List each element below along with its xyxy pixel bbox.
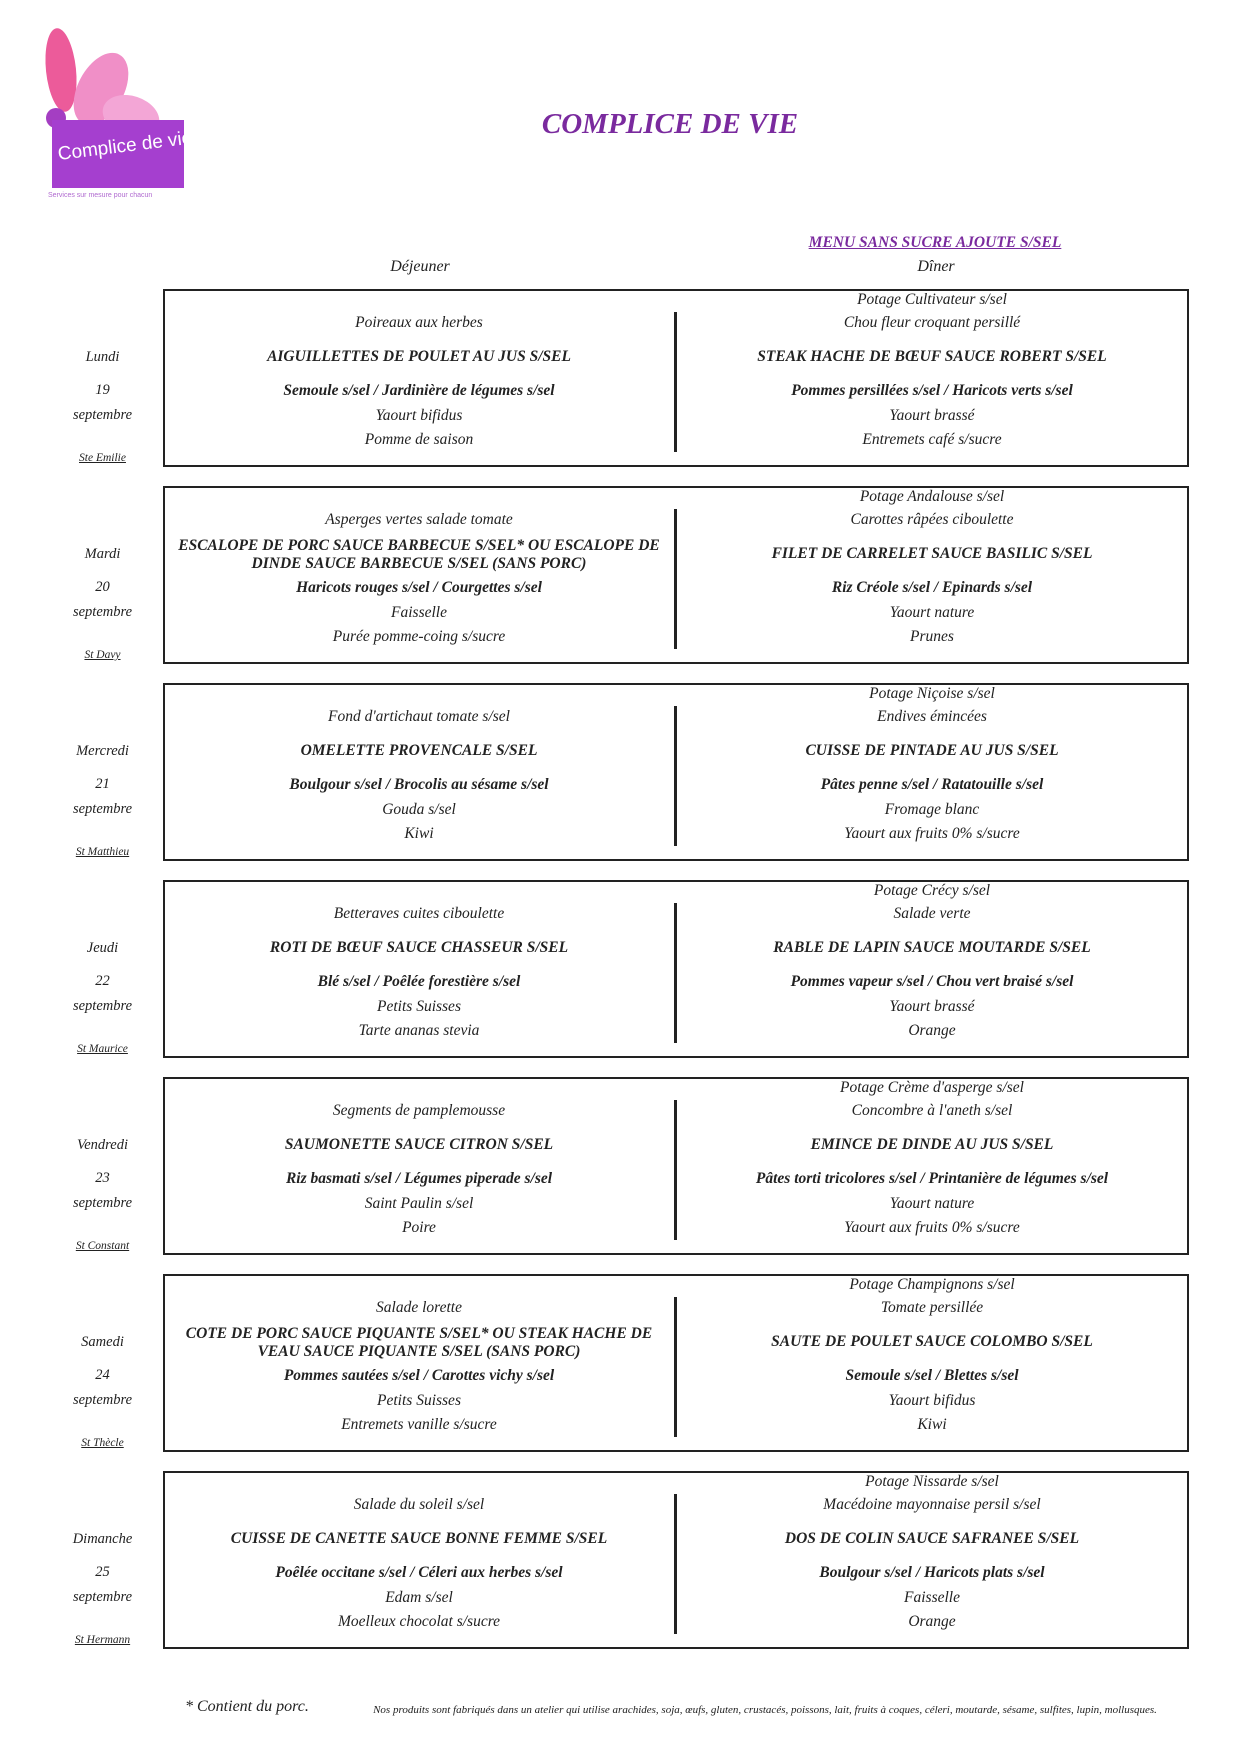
logo-name: Complice de vie — [56, 127, 194, 165]
dinner-soup: Potage Champignons s/sel — [849, 1276, 1015, 1293]
lunch-sides: Semoule s/sel / Jardinière de légumes s/sel — [283, 382, 555, 399]
dinner-sides: Pâtes torti tricolores s/sel / Printanière de légumes s/sel — [755, 1170, 1109, 1187]
lunch-dessert: Entremets vanille s/sucre — [341, 1416, 497, 1433]
column-divider — [674, 509, 677, 649]
dinner-dessert: Kiwi — [917, 1416, 947, 1433]
dinner-dairy: Yaourt nature — [889, 1195, 975, 1212]
lunch-sides: Boulgour s/sel / Brocolis au sésame s/sel — [289, 776, 549, 793]
column-divider — [674, 903, 677, 1043]
day-month: septembre — [72, 604, 133, 620]
lunch-starter: Betteraves cuites ciboulette — [333, 905, 505, 922]
lunch-dessert: Poire — [402, 1219, 436, 1236]
lunch-dessert: Pomme de saison — [364, 431, 474, 448]
lunch-starter: Salade du soleil s/sel — [353, 1496, 485, 1513]
lunch-main: CUISSE DE CANETTE SAUCE BONNE FEMME S/SEL — [230, 1530, 608, 1547]
dinner-soup: Potage Cultivateur s/sel — [857, 291, 1007, 308]
column-divider — [674, 706, 677, 846]
dinner-sides: Pommes persillées s/sel / Haricots verts s/sel — [791, 382, 1073, 399]
lunch-column-heading: Déjeuner — [390, 258, 450, 275]
day-month: septembre — [72, 407, 133, 423]
day-name: Mardi — [84, 546, 121, 562]
dinner-dessert: Yaourt aux fruits 0% s/sucre — [844, 1219, 1020, 1236]
lunch-starter: Poireaux aux herbes — [355, 314, 483, 331]
dinner-sides: Pommes vapeur s/sel / Chou vert braisé s/sel — [790, 973, 1074, 990]
dinner-soup: Potage Nissarde s/sel — [865, 1473, 999, 1490]
dinner-soup: Potage Crème d'asperge s/sel — [840, 1079, 1024, 1096]
lunch-dessert: Kiwi — [404, 825, 434, 842]
lunch-dairy: Saint Paulin s/sel — [364, 1195, 474, 1212]
dinner-sides: Semoule s/sel / Blettes s/sel — [845, 1367, 1019, 1384]
dinner-sides: Riz Créole s/sel / Epinards s/sel — [831, 579, 1033, 596]
day-number: 25 — [95, 1564, 110, 1580]
day-block — [0, 1077, 1240, 1276]
dinner-main: DOS DE COLIN SAUCE SAFRANEE S/SEL — [784, 1530, 1080, 1547]
lunch-dairy: Edam s/sel — [385, 1589, 453, 1606]
saint-of-day: St Thècle — [81, 1437, 124, 1449]
dinner-dessert: Entremets café s/sucre — [862, 431, 1002, 448]
lunch-main: OMELETTE PROVENCALE S/SEL — [300, 742, 538, 759]
dinner-main: SAUTE DE POULET SAUCE COLOMBO S/SEL — [771, 1333, 1093, 1350]
lunch-starter: Asperges vertes salade tomate — [325, 511, 513, 528]
lunch-sides: Riz basmati s/sel / Légumes piperade s/sel — [285, 1170, 553, 1187]
logo-tagline: Services sur mesure pour chacun — [48, 192, 153, 199]
lunch-sides: Pommes sautées s/sel / Carottes vichy s/sel — [283, 1367, 555, 1384]
day-name: Samedi — [81, 1334, 124, 1350]
day-name: Mercredi — [76, 743, 129, 759]
dinner-dessert: Yaourt aux fruits 0% s/sucre — [844, 825, 1020, 842]
lunch-main: SAUMONETTE SAUCE CITRON S/SEL — [284, 1136, 554, 1153]
day-month: septembre — [72, 801, 133, 817]
dinner-dairy: Yaourt brassé — [889, 998, 975, 1015]
page-title: COMPLICE DE VIE — [541, 108, 799, 140]
lunch-dairy: Petits Suisses — [377, 1392, 461, 1409]
allergen-notice: Nos produits sont fabriqués dans un atelier qui utilise arachides, soja, œufs, gluten, crustacés, poissons, lait, fruits à coques, céleri, moutarde, sésame, sulfites, lupin, mollusques. — [373, 1704, 1157, 1716]
dinner-soup: Potage Andalouse s/sel — [859, 488, 1005, 505]
dinner-dessert: Orange — [908, 1022, 956, 1039]
brand-logo — [40, 24, 194, 204]
dinner-dessert: Prunes — [910, 628, 954, 645]
lunch-dessert: Moelleux chocolat s/sucre — [337, 1613, 501, 1630]
day-number: 24 — [95, 1367, 110, 1383]
day-number: 19 — [95, 382, 110, 398]
dinner-starter: Concombre à l'aneth s/sel — [851, 1102, 1013, 1119]
logo-box — [52, 120, 194, 188]
lunch-starter: Segments de pamplemousse — [332, 1102, 506, 1119]
lunch-dessert: Purée pomme-coing s/sucre — [332, 628, 506, 645]
day-block — [0, 289, 1240, 488]
day-month: septembre — [72, 1589, 133, 1605]
dinner-main: FILET DE CARRELET SAUCE BASILIC S/SEL — [771, 545, 1093, 562]
column-divider — [674, 1100, 677, 1240]
dinner-starter: Chou fleur croquant persillé — [843, 314, 1021, 331]
lunch-dairy: Yaourt bifidus — [375, 407, 463, 424]
dinner-starter: Carottes râpées ciboulette — [850, 511, 1014, 528]
dinner-starter: Endives émincées — [877, 708, 987, 725]
saint-of-day: St Maurice — [77, 1043, 128, 1055]
dinner-main: CUISSE DE PINTADE AU JUS S/SEL — [805, 742, 1059, 759]
lunch-sides: Poêlée occitane s/sel / Céleri aux herbes s/sel — [275, 1564, 563, 1581]
column-divider — [674, 1494, 677, 1634]
day-block — [0, 1274, 1240, 1473]
dinner-starter: Macédoine mayonnaise persil s/sel — [823, 1496, 1041, 1513]
lunch-main: ESCALOPE DE PORC SAUCE BARBECUE S/SEL* OU ESCALOPE DE DINDE SAUCE BARBECUE S/SEL (SANS PORC) — [178, 537, 660, 572]
menu-type-heading: MENU SANS SUCRE AJOUTE S/SEL — [808, 234, 1062, 251]
day-block — [0, 486, 1240, 685]
day-name: Lundi — [85, 349, 120, 365]
dinner-sides: Boulgour s/sel / Haricots plats s/sel — [819, 1564, 1045, 1581]
dinner-starter: Salade verte — [893, 905, 971, 922]
dinner-dairy: Fromage blanc — [884, 801, 980, 818]
dinner-soup: Potage Niçoise s/sel — [869, 685, 995, 702]
day-month: septembre — [72, 1195, 133, 1211]
day-number: 20 — [95, 579, 110, 595]
dinner-dessert: Orange — [908, 1613, 956, 1630]
saint-of-day: St Constant — [75, 1240, 130, 1252]
lunch-sides: Blé s/sel / Poêlée forestière s/sel — [317, 973, 521, 990]
dinner-starter: Tomate persillée — [880, 1299, 984, 1316]
day-block — [0, 1471, 1240, 1670]
dinner-soup: Potage Crécy s/sel — [873, 882, 991, 899]
saint-of-day: St Davy — [84, 649, 121, 661]
lunch-starter: Salade lorette — [376, 1299, 462, 1316]
day-name: Vendredi — [76, 1137, 128, 1153]
lunch-dessert: Tarte ananas stevia — [358, 1022, 480, 1039]
day-month: septembre — [72, 1392, 133, 1408]
saint-of-day: St Hermann — [74, 1634, 131, 1646]
day-number: 23 — [95, 1170, 110, 1186]
dinner-main: EMINCE DE DINDE AU JUS S/SEL — [810, 1136, 1054, 1153]
lunch-sides: Haricots rouges s/sel / Courgettes s/sel — [296, 579, 542, 596]
day-number: 21 — [95, 776, 110, 792]
lunch-main: COTE DE PORC SAUCE PIQUANTE S/SEL* OU STEAK HACHE DE VEAU SAUCE PIQUANTE S/SEL (SANS PORC) — [185, 1325, 653, 1360]
dinner-dairy: Yaourt brassé — [889, 407, 975, 424]
day-month: septembre — [72, 998, 133, 1014]
lunch-dairy: Faisselle — [391, 604, 447, 621]
day-number: 22 — [95, 973, 110, 989]
pork-footnote: * Contient du porc. — [185, 1698, 309, 1715]
day-name: Dimanche — [72, 1531, 133, 1547]
saint-of-day: St Matthieu — [75, 846, 130, 858]
dinner-column-heading: Dîner — [917, 258, 955, 275]
lunch-starter: Fond d'artichaut tomate s/sel — [328, 708, 510, 725]
day-block — [0, 683, 1240, 882]
dinner-dairy: Faisselle — [904, 1589, 960, 1606]
dinner-dairy: Yaourt bifidus — [888, 1392, 976, 1409]
dinner-main: RABLE DE LAPIN SAUCE MOUTARDE S/SEL — [773, 939, 1091, 956]
column-divider — [674, 312, 677, 452]
lunch-dairy: Petits Suisses — [377, 998, 461, 1015]
lunch-main: ROTI DE BŒUF SAUCE CHASSEUR S/SEL — [269, 939, 569, 956]
saint-of-day: Ste Emilie — [79, 452, 126, 464]
lunch-dairy: Gouda s/sel — [382, 801, 456, 818]
day-block — [0, 880, 1240, 1079]
dinner-sides: Pâtes penne s/sel / Ratatouille s/sel — [820, 776, 1044, 793]
day-name: Jeudi — [86, 940, 119, 956]
dinner-main: STEAK HACHE DE BŒUF SAUCE ROBERT S/SEL — [757, 348, 1107, 365]
lunch-main: AIGUILLETTES DE POULET AU JUS S/SEL — [267, 348, 571, 365]
dinner-dairy: Yaourt nature — [889, 604, 975, 621]
column-divider — [674, 1297, 677, 1437]
